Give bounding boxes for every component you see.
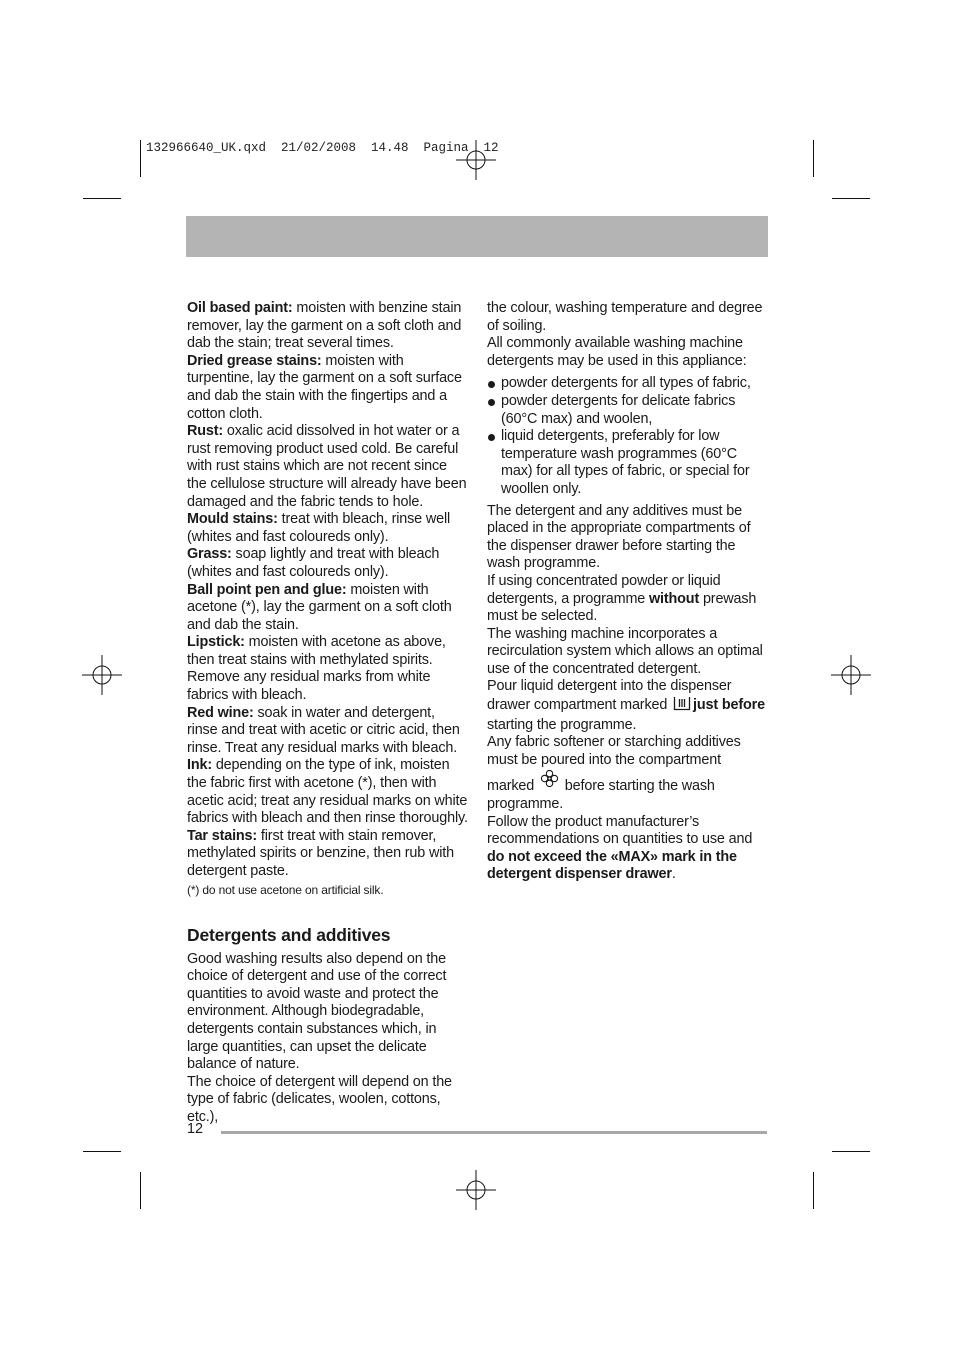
registration-mark-icon	[831, 655, 871, 695]
list-item: liquid detergents, preferably for low temperature wash programmes (60°C max) for all types of fabric, or special for woollen only.	[487, 428, 767, 498]
main-wash-compartment-icon	[673, 696, 691, 717]
stain-entry: Dried grease stains: moisten with turpentine, lay the garment on a soft surface and dab the stain with the fingertips and a cotton cloth.	[187, 352, 462, 422]
section-title: Detergents and additives	[187, 924, 391, 945]
stain-entry: Mould stains: treat with bleach, rinse well (whites and fast coloureds only).	[187, 511, 451, 545]
stain-entry: Lipstick: moisten with acetone as above, then treat stains with methylated spirits. Remove any residual marks from white fabrics with bleach.	[187, 634, 446, 704]
print-slug: 132966640_UK.qxd 21/02/2008 14.48 Pagina 12	[146, 141, 499, 155]
stain-entry: Tar stains: first treat with stain remover, methylated spirits or benzine, then rub with detergent paste.	[187, 827, 454, 879]
acetone-note: (*) do not use acetone on artificial silk.	[187, 882, 384, 897]
stain-entry: Rust: oxalic acid dissolved in hot water or a rust removing product used cold. Be careful with rust stains which are not recent since the cellulose structure will already have been damaged and the fabric tends to hole.	[187, 423, 467, 510]
left-column	[187, 300, 469, 1127]
body-paragraph: If using concentrated powder or liquid detergents, a programme without prewash must be selected.	[487, 572, 757, 625]
body-paragraph: Any fabric softener or starching additives must be poured into the compartment marked before starting the wash programme.	[487, 734, 741, 813]
list-item: powder detergents for all types of fabric,	[487, 375, 767, 393]
crop-mark	[813, 140, 814, 177]
right-column	[487, 300, 767, 884]
crop-mark	[832, 1151, 870, 1152]
body-paragraph: Pour liquid detergent into the dispenser drawer compartment marked just before starting the programme.	[487, 678, 765, 733]
header-band	[186, 216, 768, 257]
page-number: 12	[187, 1121, 204, 1137]
softener-flower-icon	[540, 769, 559, 794]
registration-mark-icon	[82, 655, 122, 695]
body-paragraph: The detergent and any additives must be placed in the appropriate compartments of the dispenser drawer before starting the wash programme.	[487, 502, 751, 572]
stain-entry: Oil based paint: moisten with benzine stain remover, lay the garment on a soft cloth and dab the stain; treat several times.	[187, 300, 462, 352]
body-paragraph: The washing machine incorporates a recirculation system which allows an optimal use of the concentrated detergent.	[487, 625, 763, 677]
stain-entry: Ink: depending on the type of ink, moisten the fabric first with acetone (*), then with acetic acid; treat any residual marks on white fabrics with bleach and then rinse thoroughly.	[187, 757, 468, 827]
crop-mark	[813, 1172, 814, 1209]
list-item: powder detergents for delicate fabrics (60°C max) and woolen,	[487, 393, 767, 428]
body-paragraph: All commonly available washing machine detergents may be used in this appliance:	[487, 335, 747, 369]
registration-mark-icon	[456, 140, 496, 180]
crop-mark	[140, 1172, 141, 1209]
footer-rule	[221, 1131, 767, 1134]
body-paragraph: Good washing results also depend on the choice of detergent and use of the correct quantities to avoid waste and protect the environment. Although biodegradable, detergents contain substances which, in large quantities, can upset the delicate balance of nature.	[187, 950, 447, 1073]
stain-entry: Ball point pen and glue: moisten with acetone (*), lay the garment on a soft cloth and dab the stain.	[187, 581, 452, 633]
registration-mark-icon	[456, 1170, 496, 1210]
stain-entry: Red wine: soak in water and detergent, rinse and treat with acetic or citric acid, then rinse. Treat any residual marks with bleach.	[187, 704, 460, 756]
crop-mark	[83, 1151, 121, 1152]
body-paragraph: The choice of detergent will depend on the type of fabric (delicates, woolen, cottons, etc.),	[187, 1073, 452, 1125]
detergent-list	[487, 375, 767, 498]
crop-mark	[140, 140, 141, 177]
stain-entry: Grass: soap lightly and treat with bleach (whites and fast coloureds only).	[187, 546, 440, 580]
crop-mark	[832, 198, 870, 199]
body-paragraph: Follow the product manufacturer’s recommendations on quantities to use and do not exceed the «MAX» mark in the detergent dispenser drawer.	[487, 813, 753, 883]
body-paragraph: the colour, washing temperature and degree of soiling.	[487, 300, 763, 334]
crop-mark	[83, 198, 121, 199]
